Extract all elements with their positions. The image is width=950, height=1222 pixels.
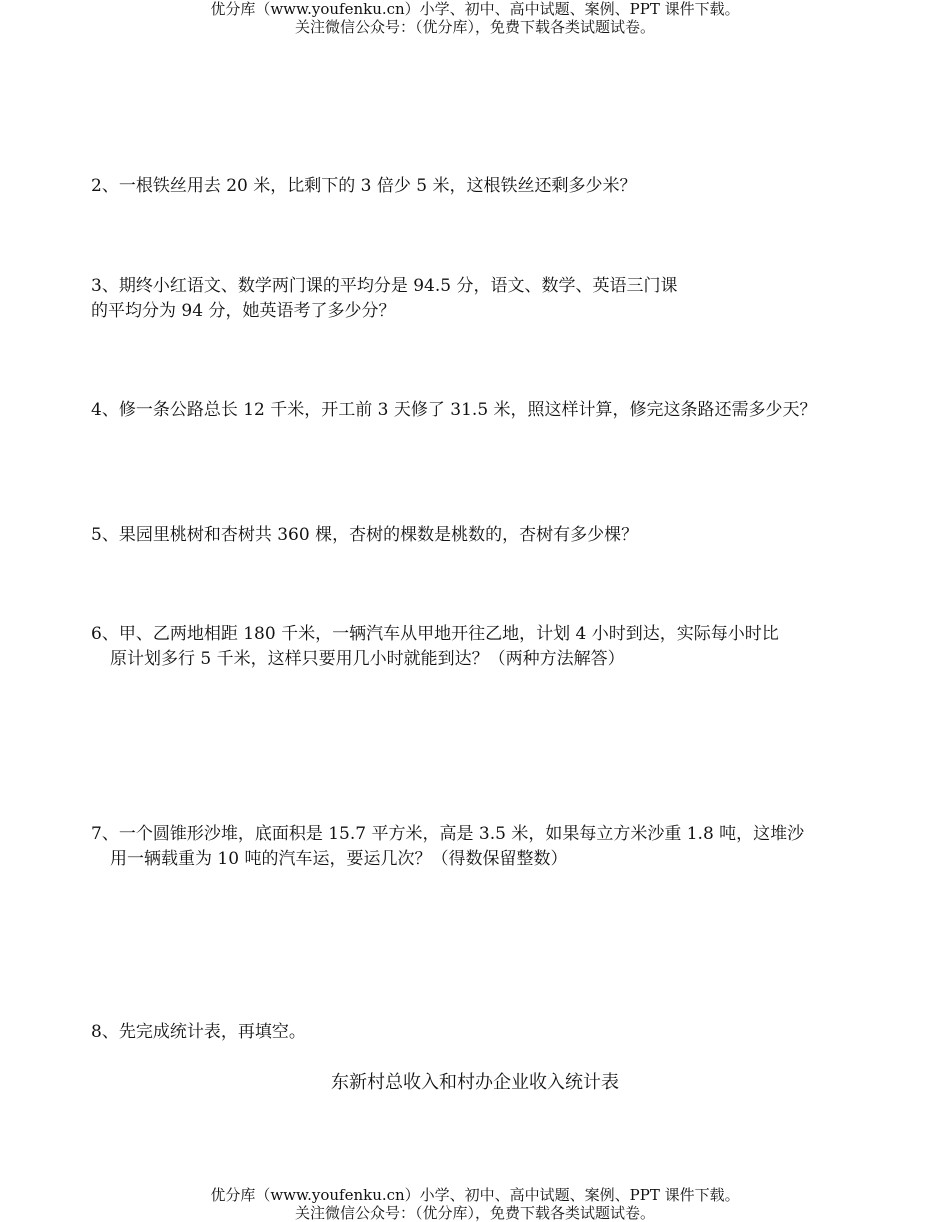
- footer-line-2: 关注微信公众号：（优分库），免费下载各类试题试卷。: [294, 1204, 655, 1222]
- table-title: 东新村总收入和村办企业收入统计表: [331, 1072, 619, 1093]
- question-8: 8、先完成统计表，再填空。: [91, 1022, 306, 1042]
- question-7: [91, 822, 804, 872]
- page-header: [0, 0, 950, 36]
- question-5: 5、果园里桃树和杏树共 360 棵，杏树的棵数是桃数的，杏树有多少棵？: [91, 525, 639, 545]
- question-6-line-2: 原计划多行 5 千米，这样只要用几小时就能到达？（两种方法解答）: [110, 649, 625, 669]
- question-2: 2、一根铁丝用去 20 米，比剩下的 3 倍少 5 米，这根铁丝还剩多少米？: [91, 176, 637, 196]
- footer-line-1: 优分库（www.youfenku.cn）小学、初中、高中试题、案例、PPT 课件下载。: [210, 1186, 740, 1204]
- question-3-line-2: 的平均分为 94 分，她英语考了多少分？: [91, 301, 396, 321]
- question-3-line-1: 3、期终小红语文、数学两门课的平均分是 94.5 分，语文、数学、英语三门课: [91, 276, 678, 296]
- question-6-line-1: 6、甲、乙两地相距 180 千米，一辆汽车从甲地开往乙地，计划 4 小时到达，实际每小时比: [91, 624, 779, 644]
- question-3: [91, 274, 677, 324]
- header-line-2: 关注微信公众号：（优分库），免费下载各类试题试卷。: [294, 18, 655, 36]
- question-4: 4、修一条公路总长 12 千米，开工前 3 天修了 31.5 米，照这样计算，修完这条路还需多少天？: [91, 400, 817, 420]
- page-footer: [0, 1186, 950, 1222]
- header-line-1: 优分库（www.youfenku.cn）小学、初中、高中试题、案例、PPT 课件下载。: [210, 0, 740, 18]
- question-7-line-2: 用一辆载重为 10 吨的汽车运，要运几次？（得数保留整数）: [110, 849, 568, 869]
- question-6: [91, 622, 779, 672]
- question-7-line-1: 7、一个圆锥形沙堆，底面积是 15.7 平方米，高是 3.5 米，如果每立方米沙重 1.8 吨，这堆沙: [91, 824, 805, 844]
